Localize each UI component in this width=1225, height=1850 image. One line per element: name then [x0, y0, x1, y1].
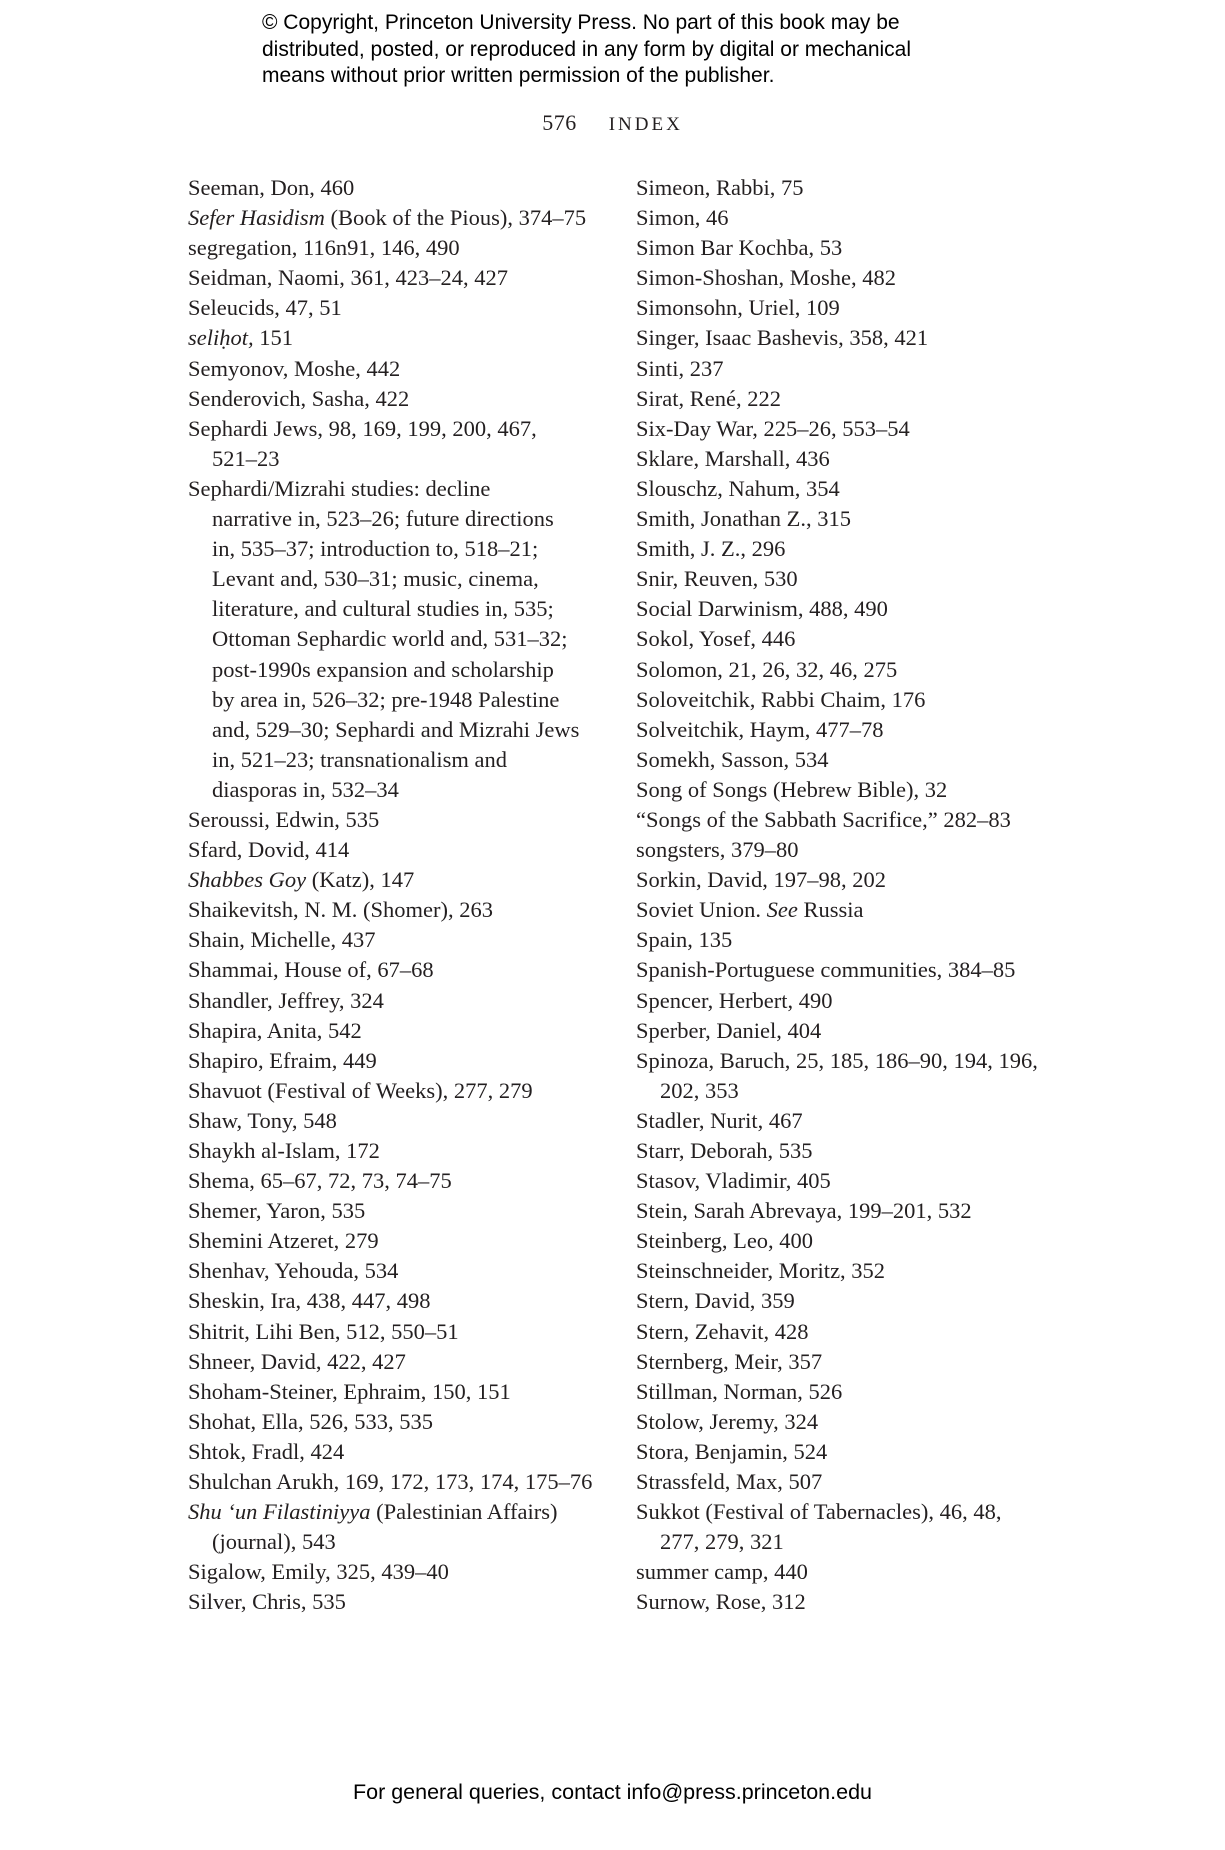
index-entry-text: Ottoman Sephardic world and, 531–32; — [212, 626, 568, 652]
index-entry-italic-term: seliḥot, — [188, 325, 254, 351]
footer-contact: For general queries, contact info@press.princeton.edu — [352, 1780, 872, 1804]
index-entry-text: Slouschz, Nahum, 354 — [636, 475, 840, 501]
index-entry-text: Sinti, 237 — [636, 355, 724, 381]
index-entry-text: Levant and, 530–31; music, cinema, — [212, 566, 539, 592]
index-entry-italic-term: Shu ‘un Filastiniyya — [188, 1499, 371, 1525]
index-entry-text: summer camp, 440 — [636, 1559, 808, 1585]
index-entry — [636, 1557, 1056, 1587]
index-entry — [636, 925, 1056, 955]
index-entry-text: Stolow, Jeremy, 324 — [636, 1408, 819, 1434]
index-entry-text: (Book of the Pious), 374–75 — [324, 205, 587, 231]
index-entry — [636, 1016, 1056, 1046]
index-entry — [188, 1286, 608, 1316]
index-entry-text: 151 — [253, 325, 293, 351]
index-entry-text: 277, 279, 321 — [660, 1529, 784, 1555]
index-entry-text: Shain, Michelle, 437 — [188, 927, 376, 953]
index-entry-text: post-1990s expansion and scholarship — [212, 656, 554, 682]
index-entry — [188, 835, 608, 865]
index-entry — [636, 955, 1056, 985]
index-entry-text: Stern, David, 359 — [636, 1288, 795, 1314]
index-entry-text: Sephardi/Mizrahi studies: decline — [188, 475, 491, 501]
index-entry — [188, 1407, 608, 1437]
index-entry — [636, 865, 1056, 895]
index-entry-cross-ref: See — [766, 897, 798, 923]
index-entry-text: Shandler, Jeffrey, 324 — [188, 987, 384, 1013]
index-entry-text: Sirat, René, 222 — [636, 385, 781, 411]
index-entry — [188, 263, 608, 293]
index-entry-text: Sfard, Dovid, 414 — [188, 837, 350, 863]
index-entry — [188, 173, 608, 203]
index-entry-text: (Palestinian Affairs) — [370, 1499, 558, 1525]
copyright-line: means without prior written permission of the publisher. — [262, 64, 775, 87]
index-entry-text: Sukkot (Festival of Tabernacles), 46, 48, — [636, 1499, 1002, 1525]
index-entry — [636, 263, 1056, 293]
index-entry — [188, 1497, 608, 1557]
index-entry-text: Sternberg, Meir, 357 — [636, 1348, 823, 1374]
index-entry — [188, 1377, 608, 1407]
index-entry — [188, 293, 608, 323]
index-entry-italic-term: Sefer Hasidism — [188, 205, 325, 231]
index-entry — [636, 1497, 1056, 1557]
index-entry-text: Steinberg, Leo, 400 — [636, 1228, 814, 1254]
index-entry — [636, 715, 1056, 745]
index-entry-text: Strassfeld, Max, 507 — [636, 1469, 823, 1495]
index-entry-text: Spanish-Portuguese communities, 384–85 — [636, 957, 1016, 983]
index-entry — [636, 384, 1056, 414]
index-entry-text: Shneer, David, 422, 427 — [188, 1348, 406, 1374]
index-entry — [636, 775, 1056, 805]
index-entry-text: Sorkin, David, 197–98, 202 — [636, 867, 886, 893]
index-entry-text: Steinschneider, Moritz, 352 — [636, 1258, 886, 1284]
index-entry — [636, 323, 1056, 353]
index-entry — [188, 474, 608, 805]
index-entry-text: Simeon, Rabbi, 75 — [636, 175, 804, 200]
index-entry-text: Shenhav, Yehouda, 534 — [188, 1258, 399, 1284]
index-entry — [188, 233, 608, 263]
index-entry-text: songsters, 379–80 — [636, 837, 799, 863]
index-entry-text: Spencer, Herbert, 490 — [636, 987, 833, 1013]
index-entry-text: Silver, Chris, 535 — [188, 1589, 346, 1615]
index-entry — [636, 534, 1056, 564]
index-entry — [188, 323, 608, 353]
index-entry — [188, 1437, 608, 1467]
index-entry-text: narrative in, 523–26; future directions — [212, 506, 554, 532]
index-entry — [636, 594, 1056, 624]
index-entry — [636, 354, 1056, 384]
index-entry — [188, 895, 608, 925]
index-entry-text: Shaikevitsh, N. M. (Shomer), 263 — [188, 897, 493, 923]
index-entry — [636, 1437, 1056, 1467]
index-entry — [636, 1347, 1056, 1377]
index-entry-text: (journal), 543 — [212, 1529, 336, 1555]
index-entry — [188, 1467, 608, 1497]
index-entry-text: Shemer, Yaron, 535 — [188, 1198, 366, 1224]
index-entry-text: Shaw, Tony, 548 — [188, 1107, 337, 1133]
index-entry-text: Shaykh al-Islam, 172 — [188, 1138, 380, 1163]
index-entry — [636, 173, 1056, 203]
index-entry-text: Spain, 135 — [636, 927, 733, 953]
index-column-right — [636, 173, 1056, 1618]
index-entry-text: Stern, Zehavit, 428 — [636, 1318, 809, 1344]
index-entry — [188, 1226, 608, 1256]
index-entry-text: (Katz), 147 — [306, 867, 415, 893]
index-entry-text: Shammai, House of, 67–68 — [188, 957, 434, 983]
index-entry-text: Sperber, Daniel, 404 — [636, 1017, 822, 1043]
index-entry — [636, 805, 1056, 835]
index-entry-text: Sklare, Marshall, 436 — [636, 445, 830, 471]
index-entry — [636, 835, 1056, 865]
index-entry — [636, 685, 1056, 715]
index-column-left — [188, 173, 608, 1618]
index-entry — [188, 1196, 608, 1226]
index-entry-italic-term: Shabbes Goy — [188, 867, 307, 893]
index-entry — [188, 1136, 608, 1166]
index-entry-text: Sephardi Jews, 98, 169, 199, 200, 467, — [188, 415, 537, 441]
index-entry — [188, 865, 608, 895]
index-entry — [636, 474, 1056, 504]
index-entry-text: Shulchan Arukh, 169, 172, 173, 174, 175–76 — [188, 1469, 593, 1495]
index-entry-text: Semyonov, Moshe, 442 — [188, 355, 401, 381]
index-entry — [636, 203, 1056, 233]
index-entry-text: Sokol, Yosef, 446 — [636, 626, 796, 652]
index-entry — [188, 1166, 608, 1196]
index-entry-text: Seeman, Don, 460 — [188, 175, 355, 200]
index-entry — [636, 986, 1056, 1016]
copyright-notice — [262, 10, 1022, 90]
index-entry — [188, 986, 608, 1016]
index-entry-text: Shtok, Fradl, 424 — [188, 1438, 345, 1464]
index-entry-text: Smith, Jonathan Z., 315 — [636, 506, 851, 532]
index-entry — [188, 1256, 608, 1286]
index-entry-text: Soloveitchik, Rabbi Chaim, 176 — [636, 686, 926, 712]
index-entry-text: 202, 353 — [660, 1077, 739, 1103]
index-entry-text: Stein, Sarah Abrevaya, 199–201, 532 — [636, 1198, 972, 1224]
index-entry-text: Seroussi, Edwin, 535 — [188, 806, 380, 832]
index-entry-text: segregation, 116n91, 146, 490 — [188, 235, 460, 261]
index-entry-text: Solveitchik, Haym, 477–78 — [636, 716, 884, 742]
index-entry — [636, 1136, 1056, 1166]
index-entry-text: Shapiro, Efraim, 449 — [188, 1047, 377, 1073]
index-entry-text: Sigalow, Emily, 325, 439–40 — [188, 1559, 449, 1585]
index-entry — [636, 1377, 1056, 1407]
index-entry — [188, 805, 608, 835]
index-entry-text: literature, and cultural studies in, 535; — [212, 596, 554, 622]
index-entry-text: Smith, J. Z., 296 — [636, 536, 786, 562]
index-entry — [636, 1046, 1056, 1106]
index-entry — [188, 354, 608, 384]
index-entry — [636, 655, 1056, 685]
index-entry-text: Six-Day War, 225–26, 553–54 — [636, 415, 910, 441]
index-entry-text: Song of Songs (Hebrew Bible), 32 — [636, 776, 948, 802]
index-entry-text: Simon, 46 — [636, 205, 729, 231]
index-entry — [188, 1587, 608, 1617]
index-entry — [188, 1347, 608, 1377]
index-entry — [636, 444, 1056, 474]
index-entry-text: diasporas in, 532–34 — [212, 776, 399, 802]
index-entry-text: “Songs of the Sabbath Sacrifice,” 282–83 — [636, 806, 1011, 832]
index-entry — [636, 1286, 1056, 1316]
index-entry-text: Singer, Isaac Bashevis, 358, 421 — [636, 325, 929, 351]
index-entry-text: Solomon, 21, 26, 32, 46, 275 — [636, 656, 898, 682]
index-entry-text: Somekh, Sasson, 534 — [636, 746, 829, 772]
index-entry-text: Starr, Deborah, 535 — [636, 1138, 813, 1163]
index-entry-text: Russia — [797, 897, 864, 923]
index-entry-text: Soviet Union. — [636, 897, 767, 923]
index-entry — [188, 384, 608, 414]
index-entry — [636, 745, 1056, 775]
index-entry — [636, 293, 1056, 323]
index-entry-text: Snir, Reuven, 530 — [636, 566, 798, 592]
index-entry-text: 521–23 — [212, 445, 280, 471]
index-entry-text: by area in, 526–32; pre-1948 Palestine — [212, 686, 560, 712]
index-entry-text: Simon-Shoshan, Moshe, 482 — [636, 265, 897, 291]
index-entry — [636, 1226, 1056, 1256]
index-entry-text: Sheskin, Ira, 438, 447, 498 — [188, 1288, 431, 1314]
copyright-line: distributed, posted, or reproduced in any form by digital or mechanical — [262, 37, 912, 61]
section-title: INDEX — [608, 114, 683, 135]
index-entry-text: Shema, 65–67, 72, 73, 74–75 — [188, 1168, 452, 1194]
index-entry-text: Surnow, Rose, 312 — [636, 1589, 806, 1615]
index-entry-text: in, 521–23; transnationalism and — [212, 746, 507, 772]
index-entry — [636, 1256, 1056, 1286]
index-entry — [636, 233, 1056, 263]
index-entry — [188, 1046, 608, 1076]
index-entry-text: Stadler, Nurit, 467 — [636, 1107, 803, 1133]
index-entry-text: Spinoza, Baruch, 25, 185, 186–90, 194, 196, — [636, 1047, 1038, 1073]
index-entry — [636, 1166, 1056, 1196]
index-entry-text: Shohat, Ella, 526, 533, 535 — [188, 1408, 433, 1434]
index-entry — [636, 895, 1056, 925]
index-entry — [188, 203, 608, 233]
index-entry-text: Shitrit, Lihi Ben, 512, 550–51 — [188, 1318, 459, 1344]
index-entry — [636, 1467, 1056, 1497]
index-entry — [188, 414, 608, 474]
index-entry-text: Social Darwinism, 488, 490 — [636, 596, 888, 622]
index-entry — [636, 1587, 1056, 1617]
running-head — [0, 110, 1225, 136]
index-entry-text: Shoham-Steiner, Ephraim, 150, 151 — [188, 1378, 511, 1404]
index-entry — [636, 624, 1056, 654]
index-entry — [188, 1317, 608, 1347]
index-entry-text: Stasov, Vladimir, 405 — [636, 1168, 831, 1194]
copyright-line: © Copyright, Princeton University Press. No part of this book may be — [262, 11, 900, 34]
index-entry — [636, 1317, 1056, 1347]
index-entry — [636, 1196, 1056, 1226]
index-entry — [636, 1407, 1056, 1437]
index-entry-text: in, 535–37; introduction to, 518–21; — [212, 536, 539, 562]
index-entry-text: and, 529–30; Sephardi and Mizrahi Jews — [212, 716, 580, 742]
index-entry — [188, 955, 608, 985]
index-entry — [636, 414, 1056, 444]
index-entry-text: Shavuot (Festival of Weeks), 277, 279 — [188, 1077, 533, 1103]
index-entry-text: Senderovich, Sasha, 422 — [188, 385, 410, 411]
index-entry — [188, 1016, 608, 1046]
page-number: 576 — [542, 110, 577, 135]
index-entry-text: Stillman, Norman, 526 — [636, 1378, 843, 1404]
index-entry — [636, 1106, 1056, 1136]
index-entry-text: Seleucids, 47, 51 — [188, 295, 342, 321]
index-entry — [636, 504, 1056, 534]
index-entry — [188, 1557, 608, 1587]
index-entry — [636, 564, 1056, 594]
index-entry — [188, 925, 608, 955]
index-entry-text: Simonsohn, Uriel, 109 — [636, 295, 840, 321]
index-entry — [188, 1106, 608, 1136]
index-entry-text: Seidman, Naomi, 361, 423–24, 427 — [188, 265, 508, 291]
index-entry-text: Simon Bar Kochba, 53 — [636, 235, 843, 261]
index-entry-text: Stora, Benjamin, 524 — [636, 1438, 828, 1464]
index-entry-text: Shemini Atzeret, 279 — [188, 1228, 379, 1254]
index-entry-text: Shapira, Anita, 542 — [188, 1017, 362, 1043]
index-entry — [188, 1076, 608, 1106]
